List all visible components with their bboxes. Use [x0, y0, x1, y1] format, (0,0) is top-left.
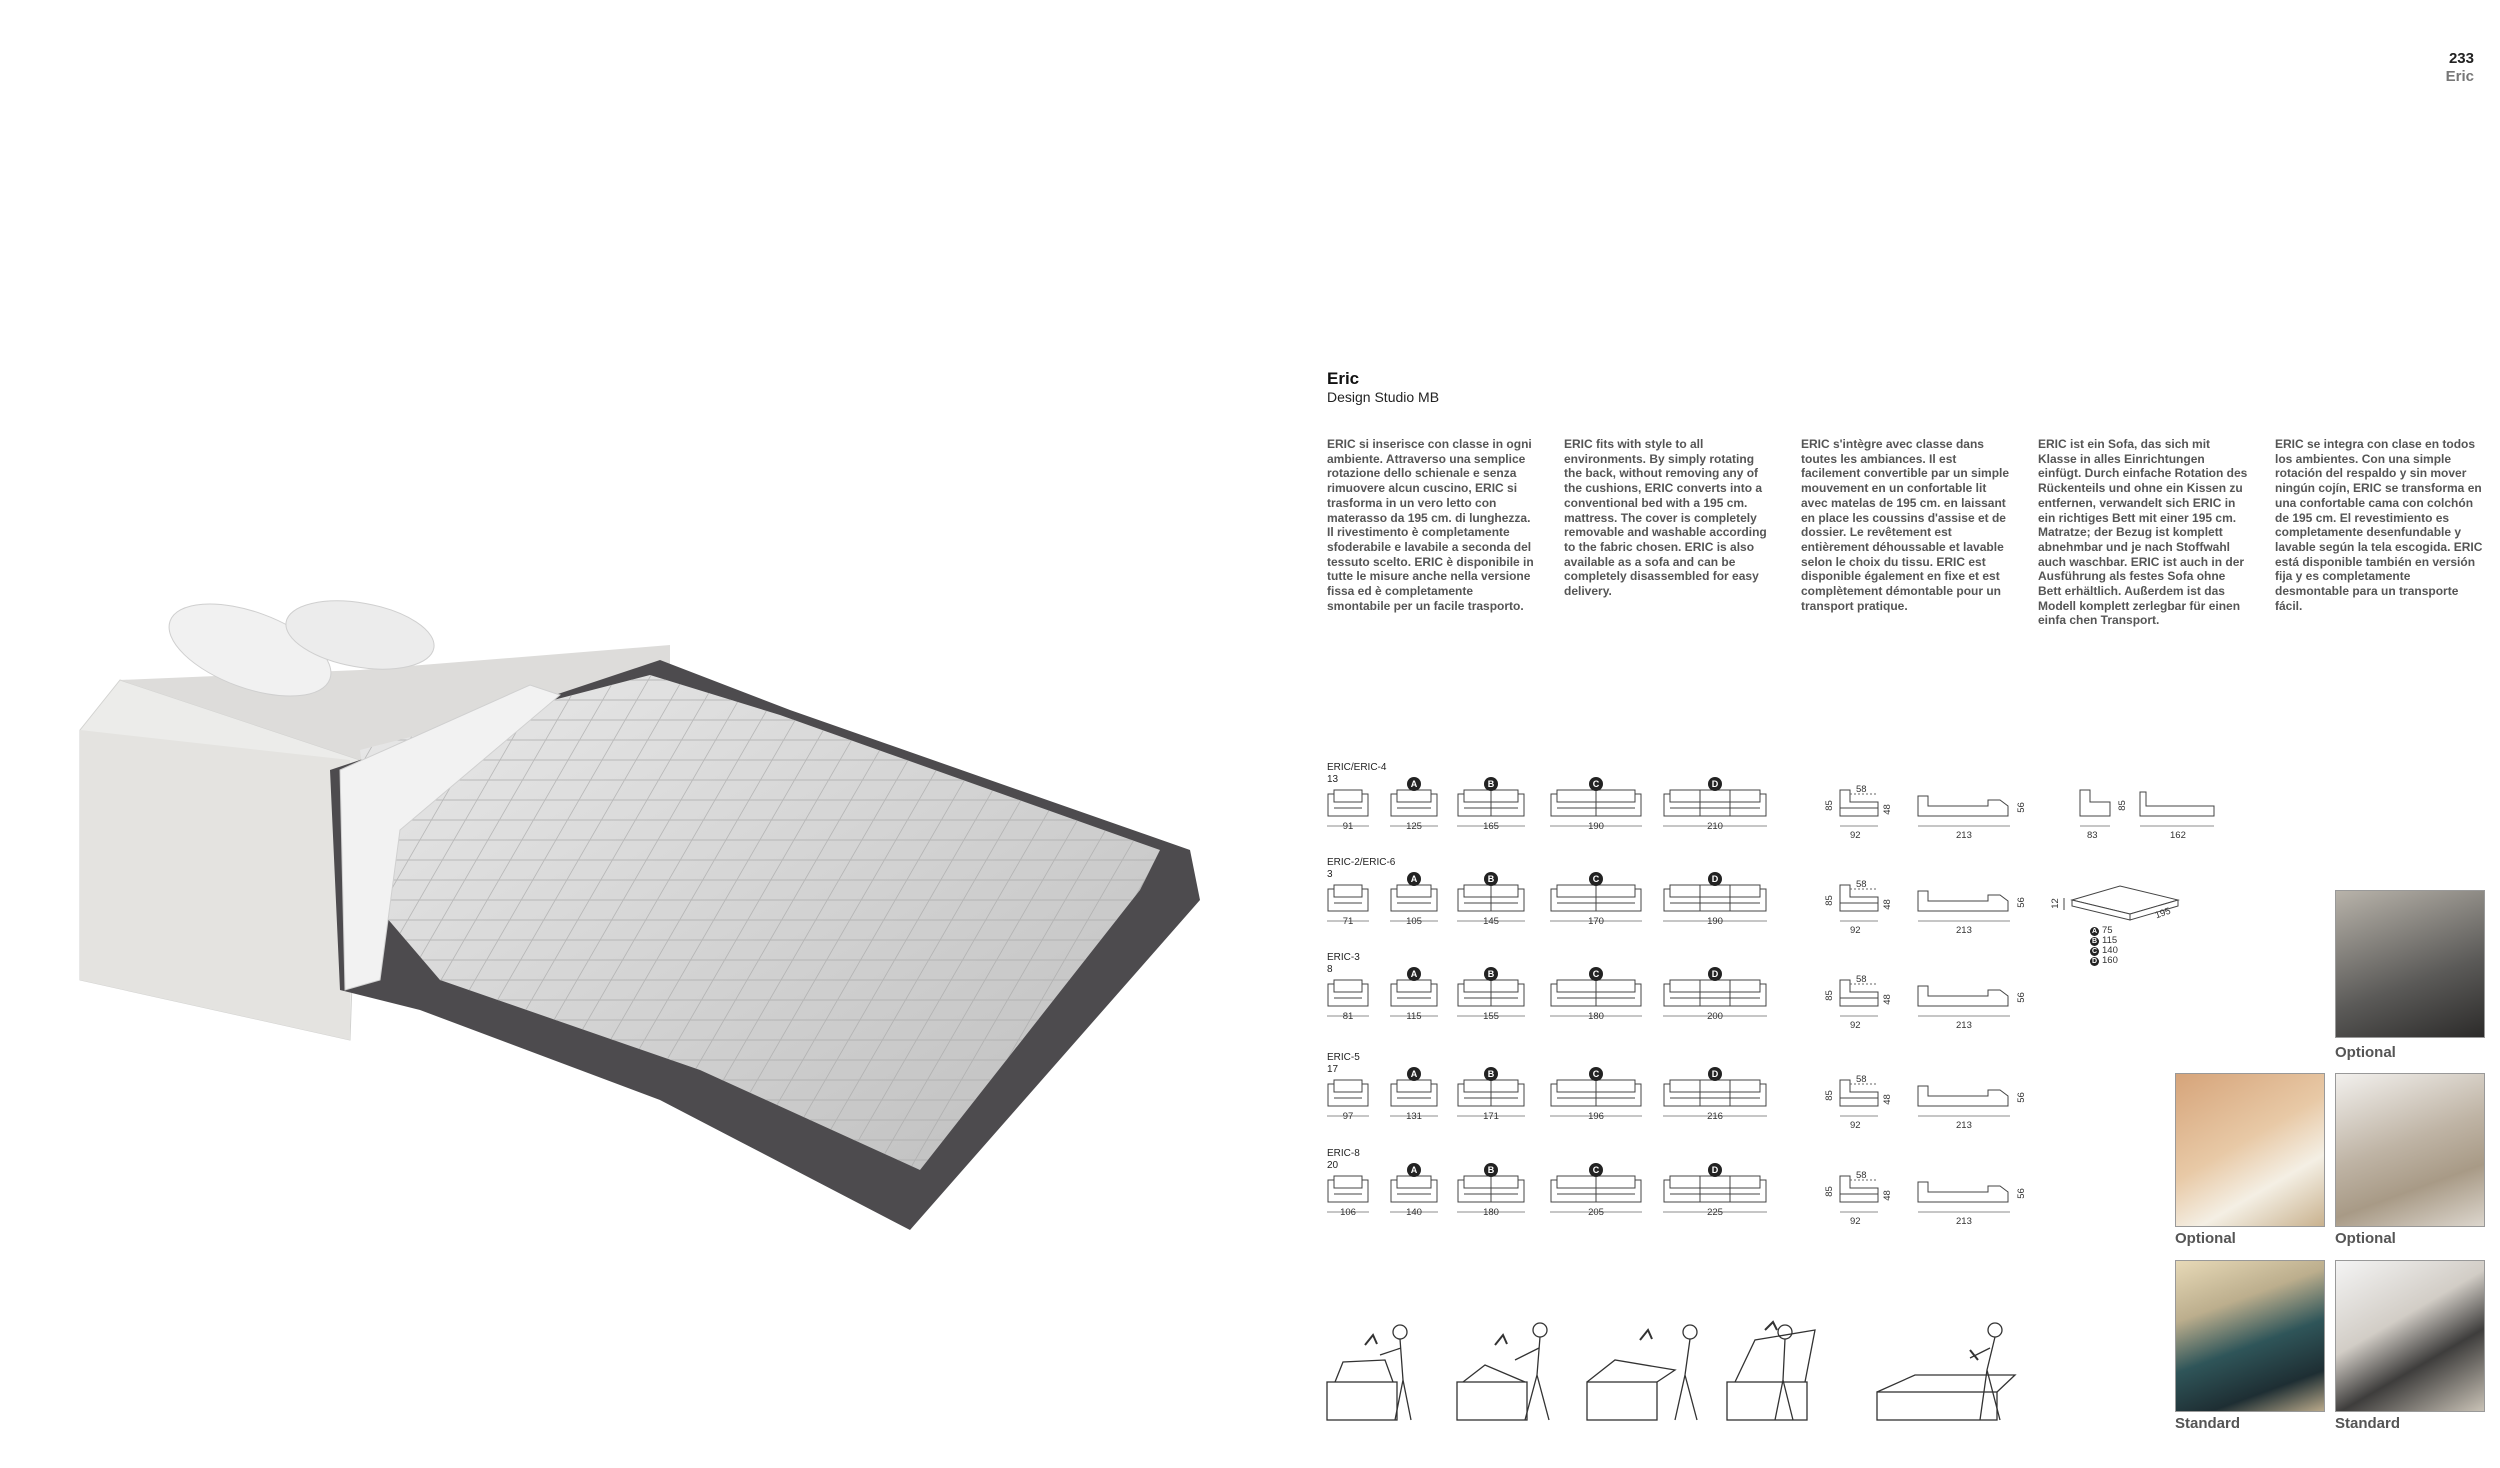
width-value: 125 — [1406, 821, 1422, 832]
back-height-value: 85 — [1823, 990, 1835, 1001]
mattress-diagram — [2049, 880, 2180, 966]
description-spanish: ERIC se integra con clase en todos los ambientes. Con una simple rotación del respaldo y sin mover ningún cojín, ERIC se transforma en una confortable cama con colchón de 195 cm. El revestimiento es completamente desenfundable y lavable según la tela escogida. ERIC está disponible también en versión fija y es completamente desmontable para un transporte fácil. — [2275, 437, 2483, 613]
mattress-size-item — [2090, 950, 2118, 968]
bed-height-value: 56 — [2015, 802, 2027, 813]
size-letter-badge: A — [1407, 1067, 1421, 1081]
mattress-width-value: 75 — [2102, 925, 2113, 936]
seat-height-value: 48 — [1881, 994, 1893, 1005]
size-letter-badge: A — [1407, 967, 1421, 981]
step-1 — [1327, 1325, 1411, 1420]
size-letter-badge: B — [2091, 938, 2098, 945]
model-name: ERIC-3 — [1327, 952, 1360, 963]
size-letter-badge: A — [1407, 777, 1421, 791]
sofa-depth-value: 92 — [1850, 830, 1861, 841]
width-value: 165 — [1483, 821, 1499, 832]
option-photo-4 — [2175, 1260, 2325, 1412]
width-value: 180 — [1588, 1011, 1604, 1022]
bed-height-value: 56 — [2015, 992, 2027, 1003]
back-height-value: 85 — [1823, 1186, 1835, 1197]
seat-depth-value: 58 — [1856, 1170, 1867, 1181]
seat-height-value: 48 — [1881, 804, 1893, 815]
model-name: ERIC/ERIC-4 — [1327, 762, 1387, 773]
width-value: 196 — [1588, 1111, 1604, 1122]
extra-height-value: 85 — [2116, 800, 2128, 811]
width-value: 170 — [1588, 916, 1604, 927]
sofa-depth-value: 92 — [1850, 1216, 1861, 1227]
size-letter-badge: C — [2091, 948, 2098, 955]
armrest-width: 3 — [1327, 869, 1333, 880]
bed-length-value: 213 — [1956, 925, 1972, 936]
seat-depth-value: 58 — [1856, 1074, 1867, 1085]
size-letter-badge: C — [1589, 777, 1603, 791]
seat-depth-value: 58 — [1856, 974, 1867, 985]
step-3 — [1587, 1325, 1697, 1420]
width-value: 91 — [1342, 821, 1354, 832]
bed-height-value: 56 — [2015, 1092, 2027, 1103]
model-name: ERIC-2/ERIC-6 — [1327, 857, 1396, 868]
bed-length-value: 213 — [1956, 1020, 1972, 1031]
seat-height-value: 48 — [1881, 1190, 1893, 1201]
width-value: 190 — [1588, 821, 1604, 832]
sofa-depth-value: 92 — [1850, 1020, 1861, 1031]
width-value: 145 — [1483, 916, 1499, 927]
sofa-bed-photo — [60, 580, 1210, 1240]
option-caption-5: Standard — [2335, 1415, 2401, 1432]
width-value: 216 — [1707, 1111, 1723, 1122]
extra-depth-value: 83 — [2087, 830, 2098, 841]
option-caption-1: Optional — [2335, 1044, 2396, 1061]
width-value: 171 — [1483, 1111, 1499, 1122]
width-value: 200 — [1707, 1011, 1723, 1022]
armrest-width: 17 — [1327, 1064, 1339, 1075]
size-letter-badge: B — [1484, 872, 1498, 886]
width-value: 131 — [1406, 1111, 1422, 1122]
page-number: 233 — [2448, 50, 2474, 67]
width-value: 190 — [1707, 916, 1723, 927]
bed-length-value: 213 — [1956, 1120, 1972, 1131]
option-photo-2 — [2175, 1073, 2325, 1227]
seat-height-value: 48 — [1881, 1094, 1893, 1105]
designer-credit: Design Studio MB — [1327, 389, 1440, 405]
back-height-value: 85 — [1823, 1090, 1835, 1101]
size-letter-badge: D — [1708, 1163, 1722, 1177]
option-caption-3: Optional — [2335, 1230, 2396, 1247]
width-value: 115 — [1406, 1011, 1422, 1022]
model-name: ERIC-5 — [1327, 1052, 1360, 1063]
size-letter-badge: B — [1484, 777, 1498, 791]
description-german: ERIC ist ein Sofa, das sich mit Klasse in alles Einrichtungen einfügt. Durch einfache Rotation des Rückenteils und ohne ein Kissen zu entfernen, verwandelt sich ERIC in ein richtiges Bett mit einer 195 cm. Matratze; der Bezug ist komplett abnehmbar und je nach Stoffwahl auch waschbar. ERIC ist auch in der Ausführung als festes Sofa ohne Bett erhältlich. Außerdem ist das Modell komplett zerlegbar für einen einfa chen Transport. — [2038, 437, 2248, 628]
width-value: 140 — [1406, 1207, 1422, 1218]
bed-length-value: 213 — [1956, 830, 1972, 841]
bed-height-value: 56 — [2015, 897, 2027, 908]
width-value: 180 — [1483, 1207, 1499, 1218]
step-4 — [1727, 1322, 1815, 1420]
armrest-width: 20 — [1327, 1160, 1339, 1171]
size-letter-badge: D — [1708, 872, 1722, 886]
size-letter-badge: C — [1589, 967, 1603, 981]
width-value: 210 — [1707, 821, 1723, 832]
bed-length-value: 213 — [1956, 1216, 1972, 1227]
option-photo-1 — [2335, 890, 2485, 1038]
option-caption-4: Standard — [2175, 1415, 2241, 1432]
back-height-value: 85 — [1823, 895, 1835, 906]
description-italian: ERIC si inserisce con classe in ogni ambiente. Attraverso una semplice rotazione dello schienale e senza rimuovere alcun cuscino, ERIC si trasforma in un vero letto con materasso da 195 cm. di lunghezza. Il rivestimento è completamente sfoderabile e lavabile a seconda del tessuto scelto. ERIC è disponibile in tutte le misure anche nella versione fissa ed è completamente smontabile per un facile trasporto. — [1327, 437, 1534, 613]
description-english: ERIC fits with style to all environments. By simply rotating the back, without removing any of the cushions, ERIC converts into a conventional bed with a 195 cm. mattress. The cover is completely removable and washable according to the fabric chosen. ERIC is also available as a sofa and can be completely disassembled for easy delivery. — [1564, 437, 1767, 599]
width-value: 225 — [1707, 1207, 1723, 1218]
size-letter-badge: B — [1484, 1067, 1498, 1081]
mattress-length: 195 — [2153, 905, 2173, 922]
width-value: 97 — [1342, 1111, 1354, 1122]
size-letter-badge: D — [2091, 958, 2098, 965]
size-letter-badge: D — [1708, 1067, 1722, 1081]
width-value: 105 — [1406, 916, 1422, 927]
seat-height-value: 48 — [1881, 899, 1893, 910]
mattress-width-value: 160 — [2102, 955, 2118, 966]
seat-depth-value: 58 — [1856, 879, 1867, 890]
width-value: 205 — [1588, 1207, 1604, 1218]
option-photo-3 — [2335, 1073, 2485, 1227]
step-5 — [1877, 1323, 2015, 1420]
size-letter-badge: A — [2091, 928, 2098, 935]
sofa-bed-mechanism-photo — [2335, 890, 2485, 1038]
armrest-width: 13 — [1327, 774, 1339, 785]
size-letter-badge: C — [1589, 872, 1603, 886]
size-letter-badge: C — [1589, 1163, 1603, 1177]
mattress-width-value: 115 — [2102, 935, 2118, 946]
option-photo-5 — [2335, 1260, 2485, 1412]
conversion-sequence-illustration — [1325, 1320, 2025, 1440]
page-header — [2446, 50, 2474, 86]
section-name: Eric — [2445, 68, 2474, 85]
option-caption-2: Optional — [2175, 1230, 2236, 1247]
description-french: ERIC s'intègre avec classe dans toutes les ambiances. Il est facilement convertible par un simple mouvement en un confortable lit avec matelas de 195 cm. en laissant en place les coussins d'assise et de dossier. Le revêtement est entièrement déhoussable et lavable selon le choix du tissu. ERIC est disponible également en fixe et est complètement démontable pour un transport pratique. — [1801, 437, 2010, 613]
step-2 — [1457, 1323, 1549, 1420]
size-letter-badge: A — [1407, 872, 1421, 886]
size-letter-badge: D — [1708, 967, 1722, 981]
extra-bed-length-value: 162 — [2170, 830, 2186, 841]
product-title: Eric — [1327, 369, 1360, 388]
extra-side-profile-drawing — [2074, 786, 2224, 836]
armrest-width: 8 — [1327, 964, 1333, 975]
size-letter-badge: A — [1407, 1163, 1421, 1177]
width-value: 71 — [1342, 916, 1354, 927]
width-value: 81 — [1342, 1011, 1354, 1022]
mattress-thickness: 12 — [2049, 898, 2061, 909]
back-height-value: 85 — [1823, 800, 1835, 811]
seat-depth-value: 58 — [1856, 784, 1867, 795]
sofa-depth-value: 92 — [1850, 1120, 1861, 1131]
size-letter-badge: B — [1484, 967, 1498, 981]
size-letter-badge: C — [1589, 1067, 1603, 1081]
size-letter-badge: D — [1708, 777, 1722, 791]
mattress-width-value: 140 — [2102, 945, 2118, 956]
size-letter-badge: B — [1484, 1163, 1498, 1177]
bed-height-value: 56 — [2015, 1188, 2027, 1199]
width-value: 106 — [1340, 1207, 1356, 1218]
sofa-depth-value: 92 — [1850, 925, 1861, 936]
width-value: 155 — [1483, 1011, 1499, 1022]
model-name: ERIC-8 — [1327, 1148, 1360, 1159]
